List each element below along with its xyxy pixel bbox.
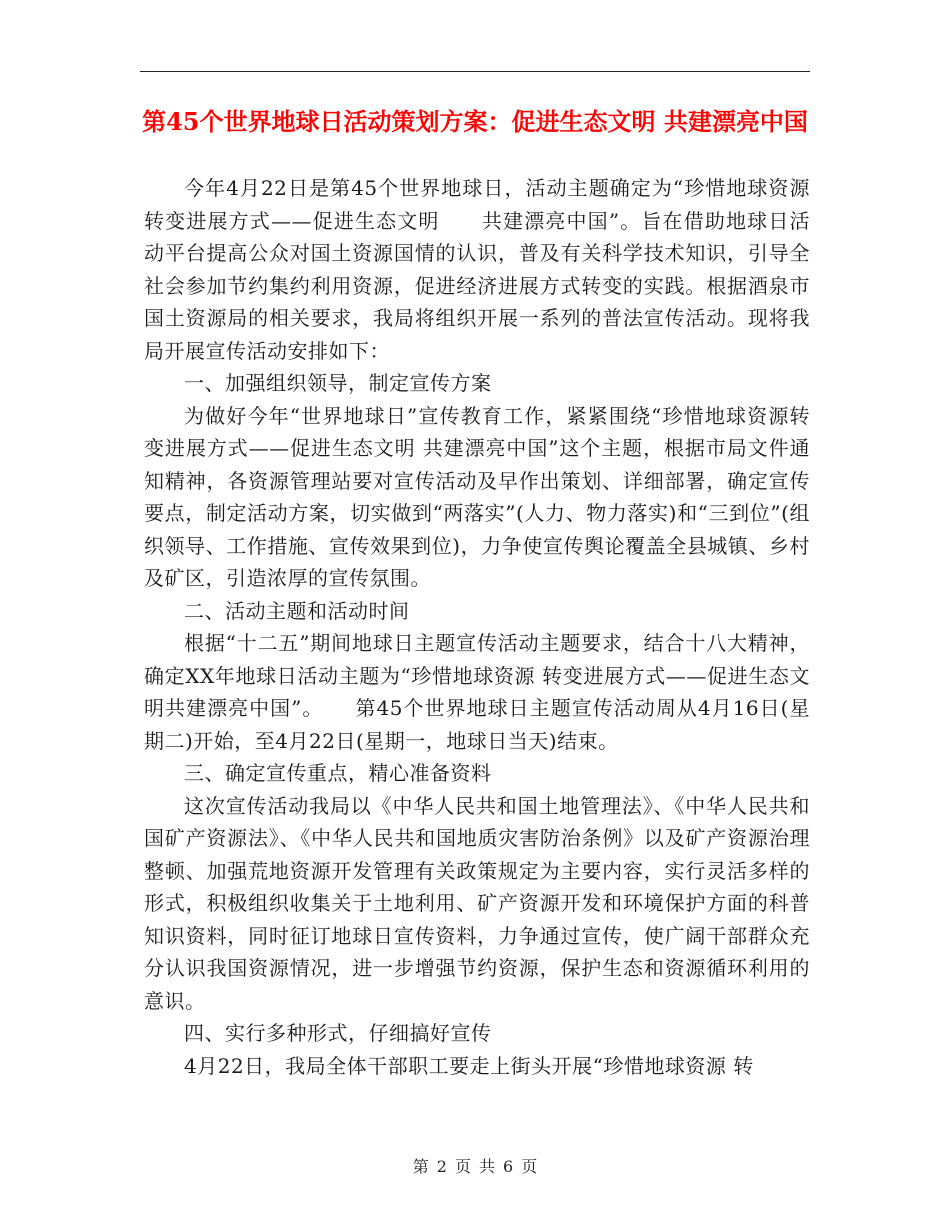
footer-total-prefix: 共 bbox=[479, 1157, 496, 1176]
footer-current-page: 2 bbox=[436, 1157, 447, 1176]
footer-page-mid: 页 bbox=[454, 1157, 471, 1176]
document-title: 第45个世界地球日活动策划方案：促进生态文明 共建漂亮中国 bbox=[142, 107, 808, 136]
paragraph-section-3: 这次宣传活动我局以《中华人民共和国土地管理法》、《中华人民共和国矿产资源法》、《中华人民共和国地质灾害防治条例》以及矿产资源治理整顿、加强荒地资源开发管理有关政策规定为主要内容，实行灵活多样的形式，积极组织收集关于土地利用、矿产资源开发和环境保护方面的科普知识资料，同时征订地球日宣传资料，力争通过宣传，使广阔干部群众充分认识我国资源情况，进一步增强节约资源，保护生态和资源循环利用的意识。 bbox=[144, 793, 810, 1013]
paragraph-section-4: 4月22日，我局全体干部职工要走上街头开展“珍惜地球资源 转 bbox=[184, 1053, 754, 1078]
footer-page-prefix: 第 bbox=[412, 1157, 429, 1176]
section-heading-3: 三、确定宣传重点，精心准备资料 bbox=[184, 761, 492, 785]
footer-page-suffix: 页 bbox=[521, 1157, 538, 1176]
section-heading-2: 二、活动主题和活动时间 bbox=[184, 598, 410, 623]
paragraph-section-2: 根据“十二五”期间地球日主题宣传活动主题要求，结合十八大精神，确定XX年地球日活动主题为“珍惜地球资源 转变进展方式——促进生态文明共建漂亮中国”。 第45个世界地球日主题宣传活动周从4月16日(星期二)开始，至4月22日(星期一，地球日当天)结束。 bbox=[144, 631, 810, 753]
page-footer bbox=[0, 1154, 950, 1177]
header-rule bbox=[140, 71, 810, 72]
section-heading-4: 四、实行多种形式，仔细搞好宣传 bbox=[184, 1021, 492, 1045]
paragraph-intro: 今年4月22日是第45个世界地球日，活动主题确定为“珍惜地球资源转变进展方式——促进生态文明 共建漂亮中国”。旨在借助地球日活动平台提高公众对国土资源国情的认识，普及有关科学技术知识，引导全社会参加节约集约利用资源，促进经济进展方式转变的实践。根据酒泉市国土资源局的相关要求，我局将组织开展一系列的普法宣传活动。现将我局开展宣传活动安排如下： bbox=[144, 176, 810, 363]
footer-total-pages: 6 bbox=[503, 1157, 514, 1176]
paragraph-section-1: 为做好今年“世界地球日”宣传教育工作，紧紧围绕“珍惜地球资源转变进展方式——促进生态文明 共建漂亮中国”这个主题，根据市局文件通知精神，各资源管理站要对宣传活动及早作出策划、详细部署，确定宣传要点，制定活动方案，切实做到“两落实”(人力、物力落实)和“三到位”(组织领导、工作措施、宣传效果到位)，力争使宣传舆论覆盖全县城镇、乡村及矿区，引造浓厚的宣传氛围。 bbox=[144, 403, 810, 590]
document-body bbox=[144, 172, 810, 1082]
section-heading-1: 一、加强组织领导，制定宣传方案 bbox=[184, 371, 492, 395]
